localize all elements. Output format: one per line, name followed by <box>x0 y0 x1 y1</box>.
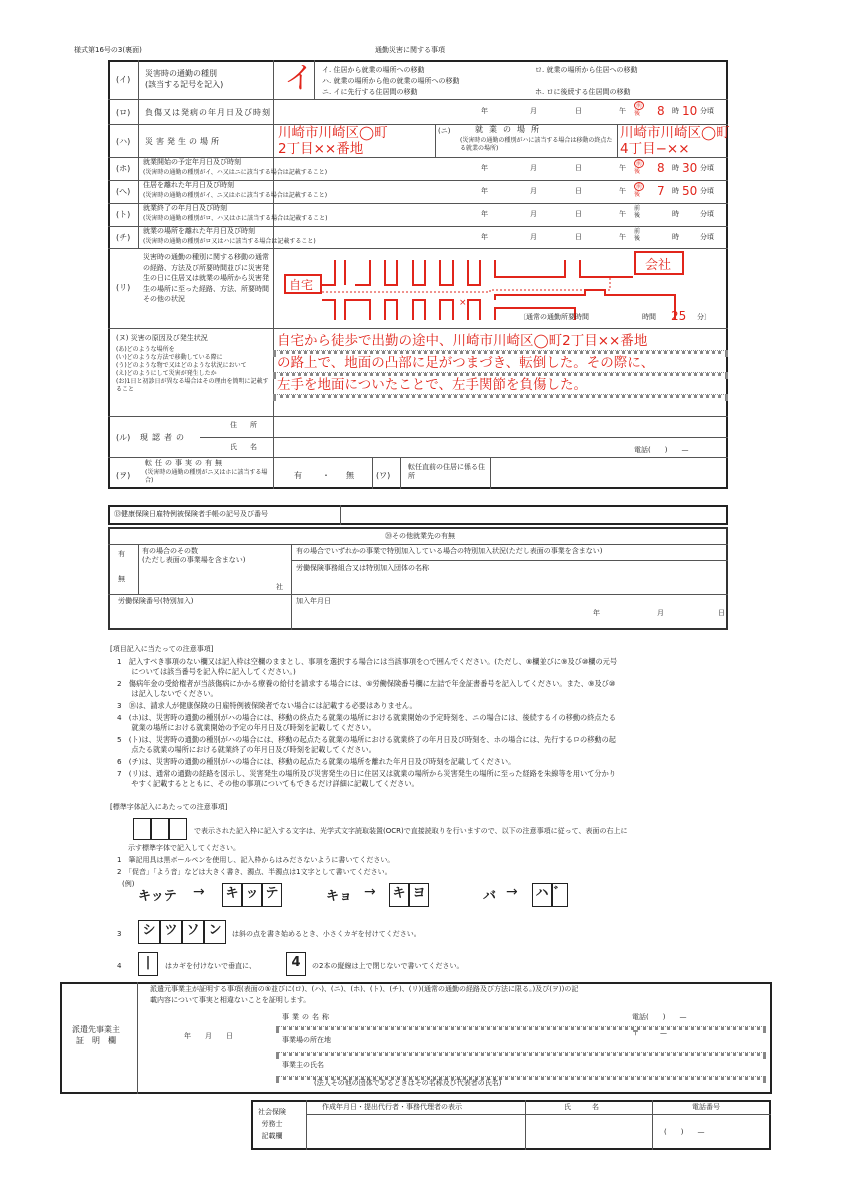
row-ro-code: (ロ) <box>116 108 131 117</box>
row-to-note: (災害時の通勤の種別がロ、ハ又はホに該当する場合は記載すること) <box>143 215 328 222</box>
accident-place[interactable]: 川崎市川崎区◯町 2丁目××番地 <box>278 125 388 157</box>
std-title: [標準字体記入にあたっての注意事項] <box>110 803 228 811</box>
min-unit: 分頃 <box>700 107 714 115</box>
row-wo-code: (ヲ) <box>116 471 131 480</box>
row-to-label: 就業終了の年月日及び時刻 <box>143 204 227 212</box>
cert-place-label: 事業場の所在地 <box>282 1036 331 1044</box>
day-label: 日 <box>575 164 582 172</box>
sample-box: ハ <box>532 883 552 907</box>
sample-box: ツ <box>160 920 182 944</box>
hour-unit: 時 <box>672 107 679 115</box>
other-job-title: ⑳その他就業先の有無 <box>385 532 455 540</box>
year-label: 年 <box>481 187 488 195</box>
min-unit: 分頃 <box>700 210 714 218</box>
sr-col-1: 作成年月日・提出代行者・事務代理者の表示 <box>322 1103 462 1111</box>
hour-unit: 時 <box>672 233 679 241</box>
office-label: 会社 <box>645 258 672 273</box>
ampm-options[interactable]: 前 後 <box>634 228 641 242</box>
std-intro-2: 示す標準字体で記入してください。 <box>128 844 240 852</box>
other-job-unit: 社 <box>276 583 283 591</box>
sr-col-2: 氏 名 <box>564 1103 599 1111</box>
insurance-no-label: 労働保険番号(特別加入) <box>118 597 194 605</box>
row-ni-note: (災害時の通勤の種別がハに該当する場合は移動の終点たる就業の場所) <box>460 137 613 152</box>
commute-min-unit: 分〕 <box>697 313 711 321</box>
other-job-yes[interactable]: 有 <box>118 550 125 558</box>
hour-unit: 時 <box>672 164 679 172</box>
row-ho-code: (ホ) <box>116 164 131 173</box>
other-job-table <box>108 527 728 630</box>
page-title: 通勤災害に関する事項 <box>375 46 445 54</box>
sr-phone: ( ) — <box>664 1128 705 1136</box>
row-nu-hints: (あ)どのような場所を (い)どのような方法で移動している際に (う)どのような物で又はどのような状況において (え)どのようにして災害が発生したか (お)1日と初診日が異なる場合はその理由を簡明に記載すること <box>116 346 269 393</box>
notes-title: [項目記入に当たっての注意事項] <box>110 645 214 653</box>
cert-phone-label: 電話( ) — <box>632 1013 687 1021</box>
row-wo-label: 転任の事実の有無 <box>145 459 225 467</box>
cert-text-1: 派遣元事業主が証明する事項(表面の⑤並びに(ロ)、(ハ)、(ニ)、(ホ)、(ト)、(チ)、(リ)(通常の通勤の経路及び方法に限る。)及び(ヲ))の記 <box>150 985 579 993</box>
other-job-no[interactable]: 無 <box>118 575 125 583</box>
leave-hour[interactable]: 7 <box>657 184 665 198</box>
start-hour[interactable]: 8 <box>657 161 665 175</box>
std-note-4: の2本の縦線は上で閉じないで書いてください。 <box>312 962 464 970</box>
other-job-count-label: 有の場合のその数 (ただし表面の事業場を含まない) <box>142 547 246 564</box>
arrow-icon: → <box>193 884 205 900</box>
row-he-code: (へ) <box>116 187 131 196</box>
transfer-yes[interactable]: 有 <box>294 471 302 480</box>
day-label: 日 <box>575 187 582 195</box>
std-intro-1: で表示された記入枠に記入する文字は、光学式文字読取装置(OCR)で直接読取りを行いますので、以下の注意事項に従って、表面の右上に <box>194 827 628 835</box>
option-ha: ハ. 就業の場所から他の就業の場所への移動 <box>322 77 460 85</box>
ampm-options[interactable]: 前 後 <box>634 205 641 219</box>
row-chi-code: (チ) <box>116 233 131 242</box>
accident-description[interactable]: 自宅から徒歩で出勤の途中、川崎市川崎区◯町2丁目××番地 の路上で、地面の凸部に足がつまづき、転倒した。その際に、 左手を地面についたことで、左手関節を負傷した。 <box>277 333 655 393</box>
ocr-box <box>169 818 187 840</box>
row-he-note: (災害時の通勤の種別がイ、ニ又はホに該当する場合は記載すること) <box>143 192 328 199</box>
cert-text-2: 載内容について事実と相違ないことを証明します。 <box>150 996 311 1004</box>
union-name-label: 労働保険事務組合又は特別加入団体の名称 <box>296 564 429 572</box>
example-2-text: キョ <box>326 889 353 904</box>
sample-box: キ <box>389 883 409 907</box>
sr-col-3: 電話番号 <box>692 1103 720 1111</box>
arrow-icon: → <box>364 884 376 900</box>
ampm-label: 午 <box>619 210 626 218</box>
witness-phone-label: 電話( ) — <box>634 446 689 454</box>
cert-business-name-label: 事業の名称 <box>282 1013 332 1021</box>
witness-name-label: 氏 名 <box>230 443 260 451</box>
sample-box: | <box>138 952 158 976</box>
example-1-text: キッテ <box>138 889 177 904</box>
min-unit: 分頃 <box>700 164 714 172</box>
hour-unit: 時 <box>672 187 679 195</box>
route-lines <box>275 250 725 325</box>
sample-box: ッ <box>242 883 262 907</box>
hour-unit: 時 <box>672 210 679 218</box>
health-insurance-label: ⑬健康保険日雇特例被保険者手帳の記号及び番号 <box>114 510 268 518</box>
std-note-3: は斜の点を書き始めるとき、小さくカギを付けてください。 <box>232 930 421 938</box>
year-label: 年 <box>481 164 488 172</box>
ampm-label: 午 <box>619 107 626 115</box>
cert-zip-label: 〒 — <box>632 1029 667 1037</box>
row-ni-label: 就業の場所 <box>475 125 545 134</box>
arrow-icon: → <box>506 884 518 900</box>
witness-address-label: 住 所 <box>230 421 260 429</box>
ocr-box <box>133 818 151 840</box>
sample-box: ヨ <box>409 883 429 907</box>
am-circle[interactable]: 前 後 <box>634 183 643 198</box>
example-3-text: バ <box>483 889 497 904</box>
join-day: 日 <box>718 609 725 617</box>
month-label: 月 <box>530 210 537 218</box>
injury-minute[interactable]: 10 <box>682 104 698 118</box>
month-label: 月 <box>530 164 537 172</box>
ampm-label: 午 <box>619 187 626 195</box>
join-month: 月 <box>657 609 664 617</box>
row-to-code: (ト) <box>116 210 131 219</box>
min-unit: 分頃 <box>700 233 714 241</box>
month-label: 月 <box>530 187 537 195</box>
start-minute[interactable]: 30 <box>682 161 698 175</box>
min-unit: 分頃 <box>700 187 714 195</box>
sample-box: シ <box>138 920 160 944</box>
row-ru-label: 現認者の <box>140 433 188 442</box>
std-note-2: 2 「促音」「よう音」などは大きく書き、濁点、半濁点は1文字として書いてください。 <box>117 868 392 876</box>
transfer-no[interactable]: 無 <box>346 471 354 480</box>
sample-box: テ <box>262 883 282 907</box>
std-note-3-no: 3 <box>117 930 122 938</box>
row-chi-note: (災害時の通勤の種別がロ又はハに該当する場合は記載すること) <box>143 238 316 245</box>
cert-left-label: 派遣先事業主 証 明 欄 <box>72 1025 120 1045</box>
month-label: 月 <box>530 107 537 115</box>
cert-date[interactable]: 年 月 日 <box>184 1032 233 1040</box>
join-date-label: 加入年月日 <box>296 597 331 605</box>
day-label: 日 <box>575 107 582 115</box>
row-ru-code: (ル) <box>116 433 131 442</box>
std-note-1: 1 筆記用具は黒ボールペンを使用し、記入枠からはみださないように書いてください。 <box>117 856 395 864</box>
sample-box: ン <box>204 920 226 944</box>
month-label: 月 <box>530 233 537 241</box>
option-ho: ホ. ロに後続する住居間の移動 <box>535 88 631 96</box>
option-ni: ニ. イに先行する住居間の移動 <box>322 88 418 96</box>
special-join-label: 有の場合でいずれかの事業で特別加入している場合の特別加入状況(ただし表面の事業を含まない) <box>296 547 603 555</box>
svg-text:×: × <box>459 298 467 308</box>
year-label: 年 <box>481 107 488 115</box>
example-label: (例) <box>122 880 135 888</box>
ocr-box <box>151 818 169 840</box>
row-ri-label: 災害時の通勤の種別に関する移動の通常の経路、方法及び所要時間並びに災害発生の日に住居又は就業の場所から災害発生の場所に至った経路、方法、所要時間その他の状況 <box>143 253 269 303</box>
row-ho-label: 就業開始の予定年月日及び時刻 <box>143 158 241 166</box>
option-ro: ロ. 就業の場所から住居への移動 <box>535 66 638 74</box>
sample-box: ソ <box>182 920 204 944</box>
row-wo-note: (災害時の通勤の種別がニ又はホに該当する場合) <box>145 469 268 484</box>
sample-box: 4 <box>286 952 306 976</box>
commute-type-answer[interactable]: イ <box>284 61 314 96</box>
std-note-4-no: 4 <box>117 962 122 970</box>
leave-minute[interactable]: 50 <box>682 184 698 198</box>
commute-hour-label: 時間 <box>642 313 656 321</box>
form-number: 様式第16号の3(裏面) <box>74 46 142 54</box>
cert-owner-label: 事業主の氏名 <box>282 1061 324 1069</box>
am-circle[interactable]: 前 後 <box>634 102 643 117</box>
row-nu-label: (ヌ) 災害の原因及び発生状況 <box>116 334 208 342</box>
workplace[interactable]: 川崎市川崎区◯町 4丁目−×× <box>620 125 730 157</box>
commute-minutes[interactable]: 25 <box>671 309 687 323</box>
row-wa-label: 転任直前の住居に係る住所 <box>408 463 485 480</box>
sample-box: ゛ <box>552 883 568 907</box>
day-label: 日 <box>575 210 582 218</box>
sample-box: キ <box>222 883 242 907</box>
injury-hour[interactable]: 8 <box>657 104 665 118</box>
ampm-label: 午 <box>619 164 626 172</box>
row-ho-note: (災害時の通勤の種別がイ、ハ又はニに該当する場合は記載すること) <box>143 169 328 176</box>
row-ni-code: (ニ) <box>438 127 451 135</box>
home-label: 自宅 <box>289 278 314 292</box>
row-ri-code: (リ) <box>116 283 131 292</box>
row-ha-code: (ハ) <box>116 137 131 146</box>
row-he-label: 住居を離れた年月日及び時刻 <box>143 181 234 189</box>
cert-owner-note: (法人その他の団体であるときはその名称及び代表者の氏名) <box>314 1079 502 1087</box>
am-circle[interactable]: 前 後 <box>634 160 643 175</box>
transfer-separator: ・ <box>322 471 330 480</box>
row-wa-code: (ワ) <box>376 471 391 480</box>
join-year: 年 <box>593 609 600 617</box>
commute-time-label: 〔通常の通勤所要時間 <box>519 313 589 321</box>
year-label: 年 <box>481 233 488 241</box>
sr-label: 社会保険 労務士 記載欄 <box>258 1108 286 1140</box>
row-i-label: 災害時の通勤の種別 (該当する記号を記入) <box>145 69 224 89</box>
std-note-4-mid: はカギを付けないで垂直に、 <box>165 962 256 970</box>
option-i: イ. 住居から就業の場所への移動 <box>322 66 425 74</box>
day-label: 日 <box>575 233 582 241</box>
row-i-code: (イ) <box>116 75 131 84</box>
year-label: 年 <box>481 210 488 218</box>
row-ha-label: 災害発生の場所 <box>145 137 222 146</box>
row-ro-label: 負傷又は発病の年月日及び時刻 <box>145 108 271 117</box>
row-chi-label: 就業の場所を離れた年月日及び時刻 <box>143 227 255 235</box>
ampm-label: 午 <box>619 233 626 241</box>
